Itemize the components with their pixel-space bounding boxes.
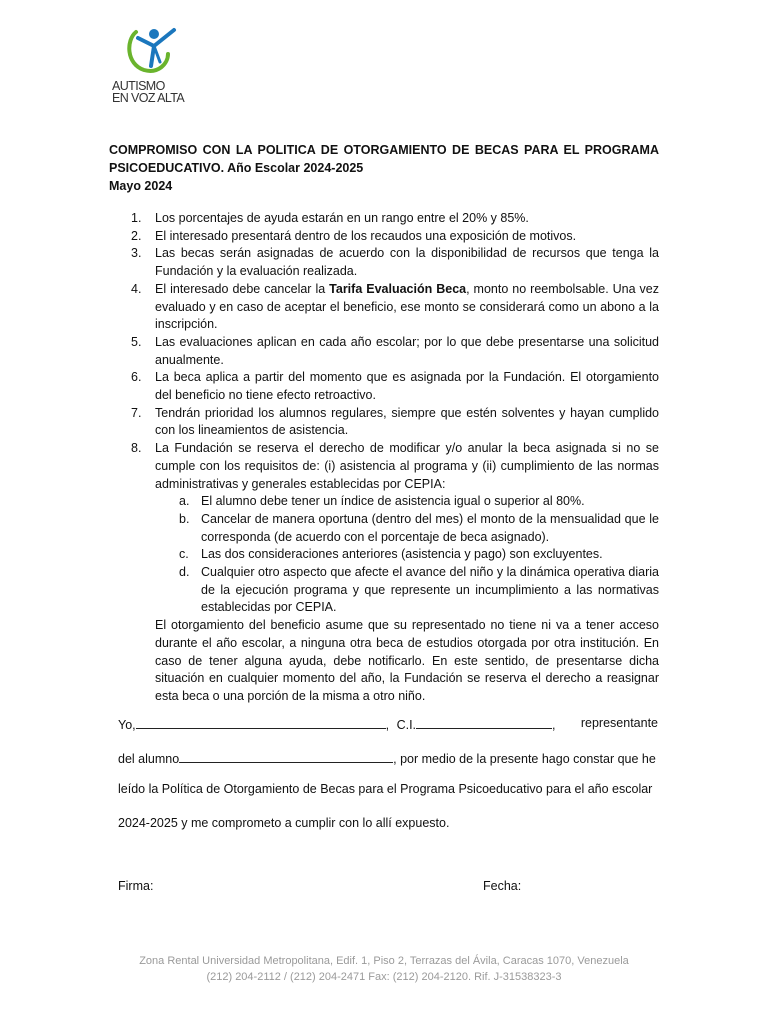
list-item <box>109 245 659 280</box>
item-text: El interesado debe cancelar la <box>155 281 330 296</box>
sub-list-item <box>109 564 659 617</box>
footer-phones: (212) 204-2112 / (212) 204-2471 Fax: (212) 204-2120. Rif. J-31538323-3 <box>206 971 562 983</box>
item-text: Tendrán prioridad los alumnos regulares, siempre que estén solventes y hayan cumplido con los lineamientos de asistencia. <box>155 405 659 438</box>
sub-item-letter: b. <box>179 511 190 526</box>
footer-address: Zona Rental Universidad Metropolitana, Edif. 1, Piso 2, Terrazas del Ávila, Caracas 1070, Venezuela <box>139 955 629 967</box>
list-item <box>109 440 659 493</box>
name-blank-field[interactable] <box>136 716 386 729</box>
yo-label: Yo, <box>118 718 136 732</box>
sub-item-text: El alumno debe tener un índice de asistencia igual o superior al 80%. <box>201 494 585 509</box>
item-text: La beca aplica a partir del momento que es asignada por la Fundación. El otorgamiento del beneficio no tiene efecto retroactivo. <box>155 370 659 403</box>
item-number: 1. <box>131 211 142 225</box>
list-item <box>109 369 659 404</box>
item-text-bold: Tarifa Evaluación Beca <box>329 281 467 296</box>
item-text: Los porcentajes de ayuda estarán en un rango entre el 20% y 85%. <box>155 211 529 225</box>
item-text: El interesado presentará dentro de los recaudos una exposición de motivos. <box>155 228 577 243</box>
item-number: 5. <box>131 334 142 349</box>
ci-blank-field[interactable] <box>416 716 552 729</box>
closing-paragraph: El otorgamiento del beneficio asume que su representado no tiene ni va a tener acceso durante el año escolar, a ninguna otra beca de estudios otorgada por otra institución. En caso de tener alguna ayuda, debe notificarlo. En este sentido, de presentarse dicha situación en cualquier momento del año, la Fundación se reserva el derecho a reasignar esta beca o una porción de la misma a otro niño. <box>155 618 659 703</box>
ci-label: C.I. <box>396 718 417 732</box>
item-text: Las becas serán asignadas de acuerdo con la disponibilidad de recursos que tenga la Fundación y la evaluación realizada. <box>155 246 659 279</box>
sub-list-item <box>109 493 659 511</box>
item-number: 2. <box>131 228 142 243</box>
item-number: 8. <box>131 441 142 456</box>
form-line-2 <box>118 750 658 766</box>
document-title <box>109 141 659 195</box>
fecha-label: Fecha: <box>483 879 522 893</box>
form-line2-text: , por medio de la presente hago constar que he <box>393 752 656 766</box>
footer <box>0 953 768 985</box>
del-alumno-label: del alumno <box>118 752 180 766</box>
item-number: 3. <box>131 246 142 261</box>
title-date: Mayo 2024 <box>109 179 173 193</box>
form-line-3: leído la Política de Otorgamiento de Becas para el Programa Psicoeducativo para el año escolar <box>118 782 653 796</box>
form-line-4: 2024-2025 y me comprometo a cumplir con lo allí expuesto. <box>118 816 450 830</box>
item-number: 6. <box>131 370 142 385</box>
list-item <box>109 334 659 369</box>
sub-item-letter: c. <box>179 547 189 562</box>
logo-text <box>112 80 184 104</box>
title-line1: COMPROMISO CON LA POLITICA DE OTORGAMIENTO DE BECAS PARA EL PROGRAMA <box>109 143 659 157</box>
item-number: 7. <box>131 405 142 420</box>
title-line2: PSICOEDUCATIVO. Año Escolar 2024-2025 <box>109 161 364 175</box>
item-text: , monto no reembolsable. Una vez evaluado y en caso de aceptar el beneficio, ese monto se considerará como un abono a la inscripción. <box>155 281 660 332</box>
policy-list <box>109 210 659 706</box>
sub-item-letter: a. <box>179 494 190 509</box>
item-text: Las evaluaciones aplican en cada año escolar; por lo que debe presentarse una solicitud anualmente. <box>155 334 659 367</box>
sub-item-text: Cancelar de manera oportuna (dentro del mes) el monto de la mensualidad que le corresponda (de acuerdo con el porcentaje de beca asignado). <box>201 511 659 544</box>
student-blank-field[interactable] <box>179 750 393 763</box>
list-item <box>109 405 659 440</box>
sub-item-text: Cualquier otro aspecto que afecte el avance del niño y la dinámica operativa diaria de la ejecución programa y que represente un incumplimiento a las normativas establecidas por CEPIA. <box>201 565 659 615</box>
logo-text-line1: AUTISMO <box>112 79 165 93</box>
list-item <box>109 228 659 246</box>
logo-text-line2: EN VOZ ALTA <box>112 91 185 105</box>
form-line-1: Yo, , C.I. , representante <box>118 716 658 732</box>
sub-item-text: Las dos consideraciones anteriores (asistencia y pago) son excluyentes. <box>201 547 603 562</box>
list-item <box>109 210 659 228</box>
sub-list-item <box>109 511 659 546</box>
person-arms-raised-logo-icon <box>124 24 186 80</box>
sub-list-item <box>109 546 659 564</box>
sub-item-letter: d. <box>179 565 190 580</box>
firma-label: Firma: <box>118 879 154 893</box>
representante-label: representante <box>580 716 658 730</box>
logo <box>110 24 200 106</box>
item-number: 4. <box>131 281 142 296</box>
item-text: La Fundación se reserva el derecho de modificar y/o anular la beca asignada si no se cumple con los requisitos de: (i) asistencia al programa y (ii) cumplimiento de las normas administrativas y generales establecidas por CEPIA: <box>155 441 659 491</box>
list-item <box>109 281 659 334</box>
